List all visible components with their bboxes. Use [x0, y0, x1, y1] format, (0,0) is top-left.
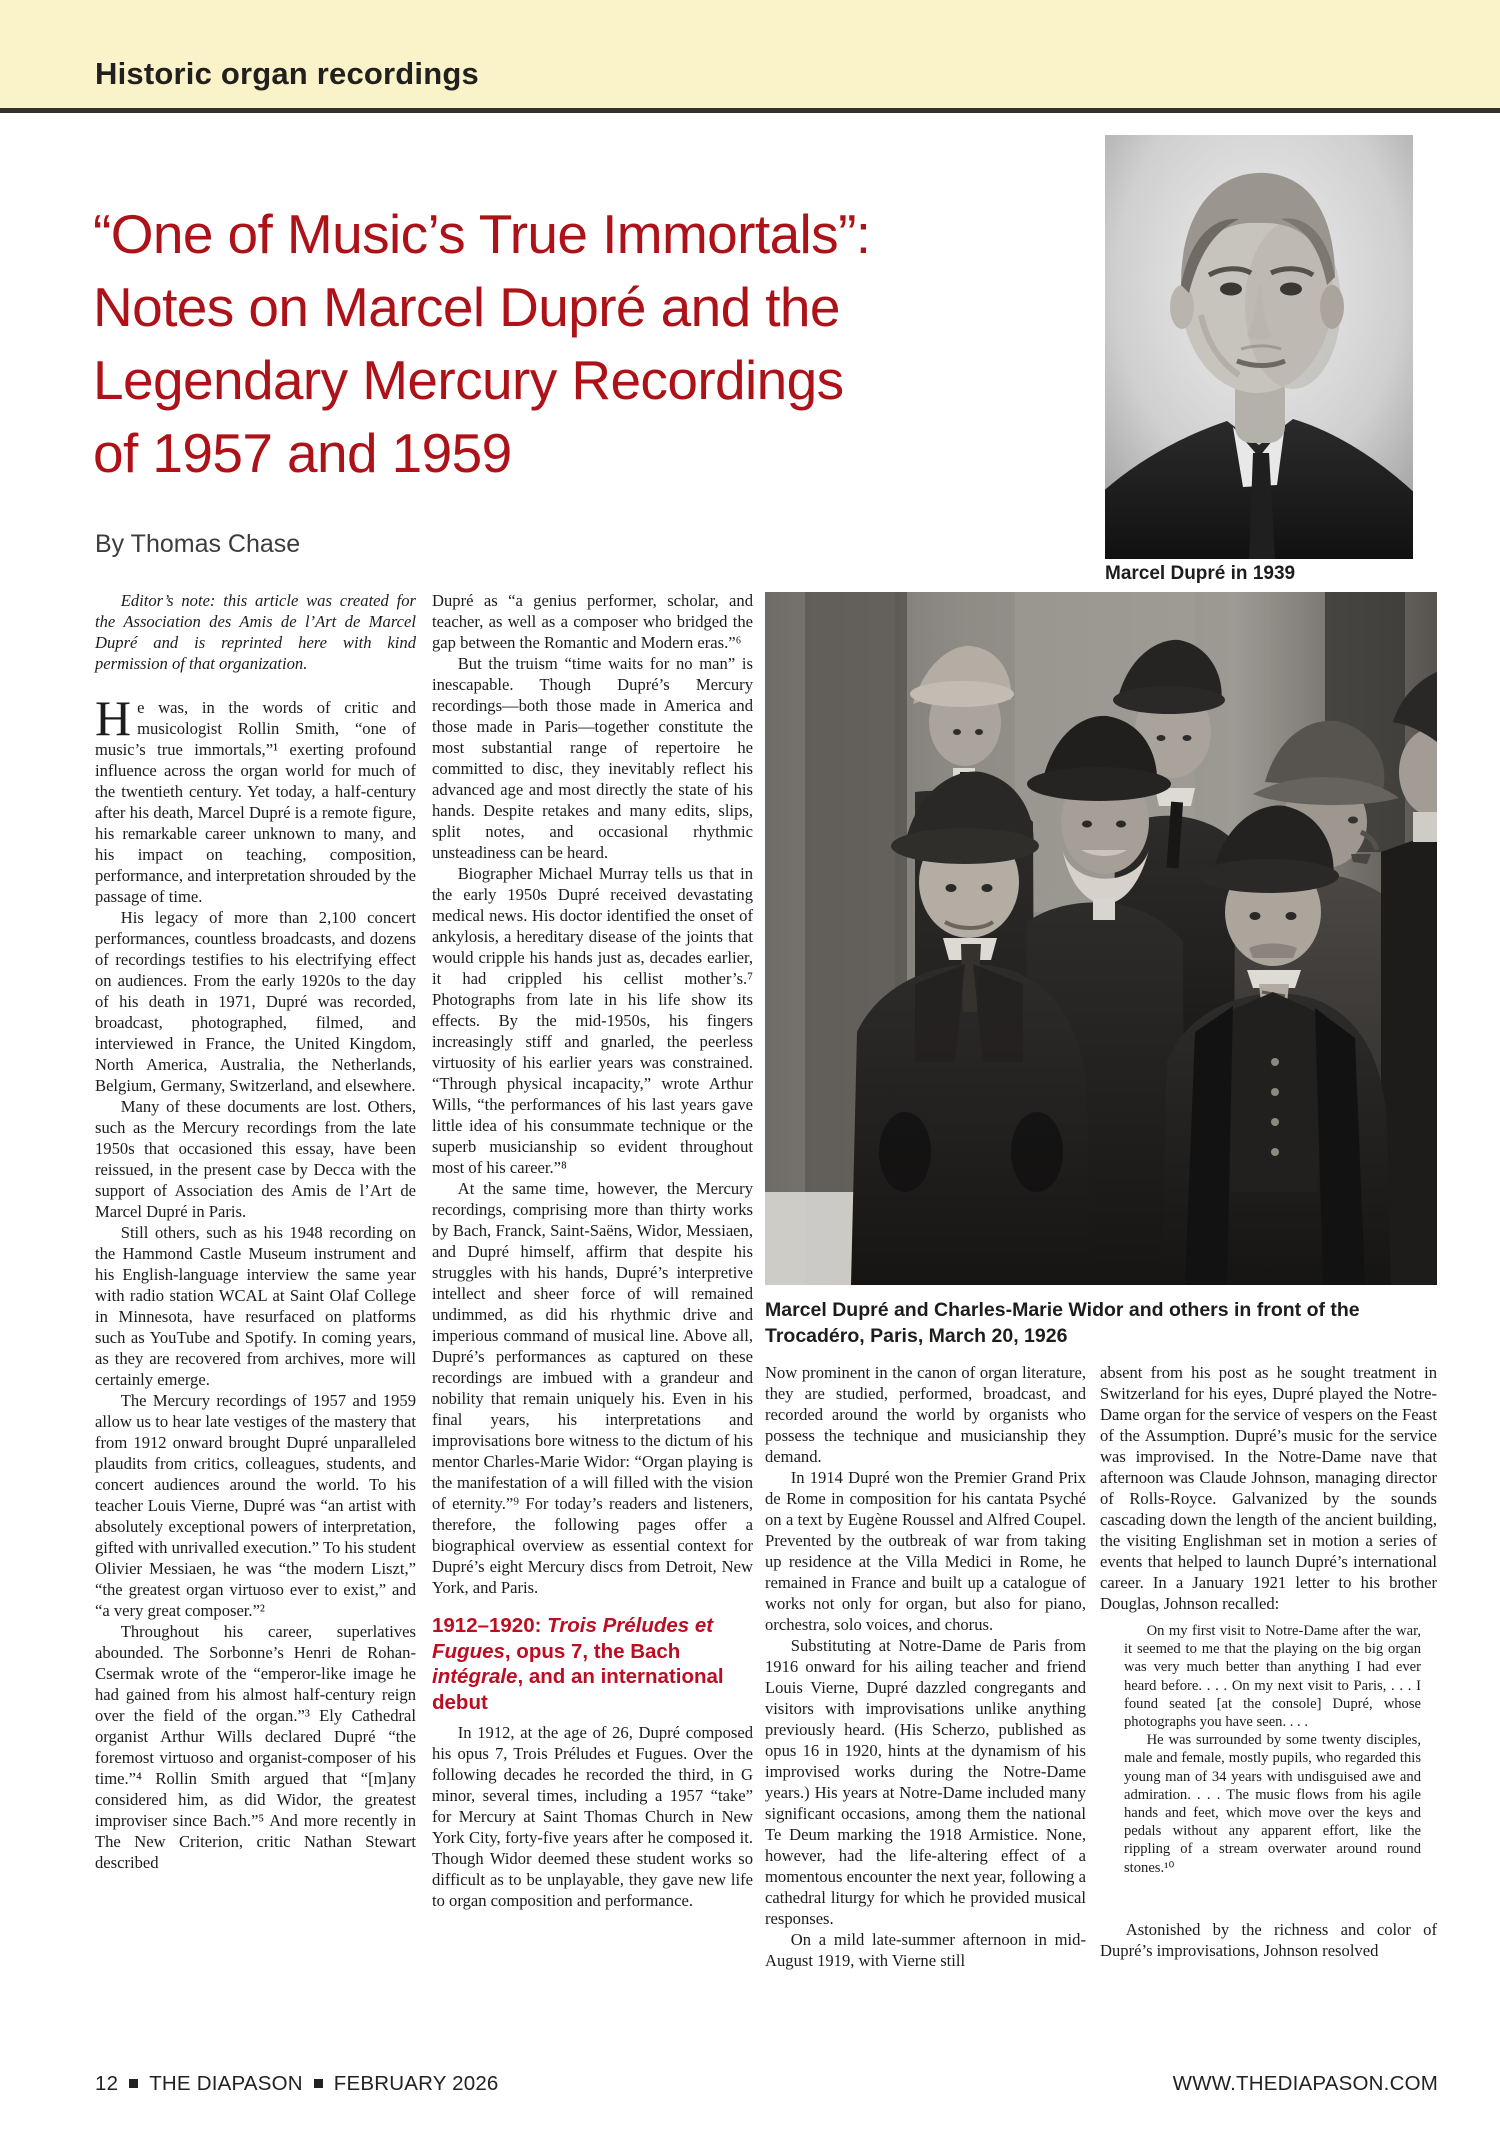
paragraph: But the truism “time waits for no man” is inescapable. Though Dupré’s Mercury recordings—both those made in America and those made in Paris—together constitute the most substantial range of repertoire he committed to disc, they inevitably reflect his advanced age and most directly the state of his hands. Despite retakes and many edits, slips, split notes, and occasional rhythmic unsteadiness can be heard. — [432, 654, 753, 862]
paragraph: Dupré as “a genius performer, scholar, and teacher, as well as a composer who bridged the gap between the Romantic and Modern eras.”⁶ — [432, 591, 753, 652]
text-column-4 — [1100, 1362, 1437, 1961]
section-subhead — [432, 1613, 753, 1715]
paragraph: In 1912, at the age of 26, Dupré composed his opus 7, Trois Préludes et Fugues. Over the following decades he recorded the third, in G minor, several times, including a 1957 “take” for Mercury at Saint Thomas Church in New York City, forty-five years after he composed it. Though Widor deemed these student works so difficult as to be unplayable, they gave new life to organ composition and performance. — [432, 1723, 753, 1910]
paragraph: His legacy of more than 2,100 concert performances, countless broadcasts, and dozens of recordings testifies to his electrifying effect on audiences. From the early 1920s to the day of his death in 1971, Dupré was recorded, broadcast, photographed, filmed, and interviewed in France, the United Kingdom, North America, Australia, the Netherlands, Belgium, Germany, Switzerland, and elsewhere. — [95, 908, 416, 1095]
section-kicker: Historic organ recordings — [95, 56, 479, 91]
portrait-photo-art — [1105, 135, 1413, 559]
paragraph: Throughout his career, superlatives abounded. The Sorbonne’s Henri de Rohan-Csermak wrote of the “emperor-like image he had gained from his almost half-century reign over the field of the organ.”³ Ely Cathedral organist Arthur Wills declared Dupré “the foremost virtuoso and organist-composer of his time.”⁴ Rollin Smith argued that “[m]any considered him, as did Widor, the greatest improviser since Bach.”⁵ And more recently in The New Criterion, critic Nathan Stewart described — [95, 1622, 416, 1872]
subhead-text: , opus 7, the Bach — [504, 1639, 681, 1663]
paragraph: Astonished by the richness and color of Dupré’s improvisations, Johnson resolved — [1100, 1919, 1437, 1960]
group-photo-caption: Marcel Dupré and Charles-Marie Widor and others in front of the Trocadéro, Paris, March 20, 1926 — [765, 1299, 1360, 1347]
text-column-3 — [765, 1362, 1086, 1971]
paragraph: On a mild late-summer afternoon in mid-August 1919, with Vierne still — [765, 1930, 1086, 1970]
group-photo — [765, 592, 1437, 1285]
paragraph — [95, 690, 416, 907]
drop-cap: H — [95, 690, 132, 746]
paragraph: absent from his post as he sought treatment in Switzerland for his eyes, Dupré played the Notre-Dame organ for the service of vespers on the Feast of the Assumption. Dupré’s music for the service was improvised. In the Notre-Dame nave that afternoon was Claude Johnson, managing director of Rolls-Royce. Galvanized by the sounds cascading down the length of the ancient building, the visiting Englishman set in motion a series of events that helped to launch Dupré’s international career. In a January 1921 letter to his brother Douglas, Johnson recalled: — [1100, 1363, 1437, 1613]
subhead-italic: intégrale — [432, 1665, 518, 1688]
footer-page-number: 12 — [95, 2072, 119, 2095]
subhead-text: , and an international debut — [432, 1665, 724, 1714]
editors-note: Editor’s note: this article was created for the Association des Amis de l’Art de Marcel Dupré and is reprinted here with kind permission of that organization. — [95, 591, 416, 673]
square-bullet-icon — [129, 2079, 138, 2088]
portrait-caption: Marcel Dupré in 1939 — [1105, 563, 1296, 584]
paragraph: Now prominent in the canon of organ literature, they are studied, performed, broadcast, and recorded around the world by organists who possess the technique and musicianship they demand. — [765, 1363, 1086, 1466]
paragraph: Many of these documents are lost. Others, such as the Mercury recordings from the late 1950s that occasioned this essay, have been reissued, in the present case by Decca with the support of Association des Amis de l’Art de Marcel Dupré in Paris. — [95, 1097, 416, 1221]
paragraph: The Mercury recordings of 1957 and 1959 allow us to hear late vestiges of the mastery that from 1912 onward brought Dupré unparalleled plaudits from critics, colleagues, students, and concert audiences around the world. To his teacher Louis Vierne, Dupré was “an artist with absolutely exceptional powers of interpretation, gifted with unrivalled execution.” To his student Olivier Messiaen, he was “the modern Liszt,” “the greatest organ virtuoso ever to exist,” and “a very great composer.”² — [95, 1391, 416, 1620]
article-title — [93, 198, 1073, 490]
paragraph: Still others, such as his 1948 recording on the Hammond Castle Museum instrument and his English-language interview the same year with radio station WCAL at Saint Olaf College in Minnesota, have resurfaced on platforms such as YouTube and Spotify. In coming years, as they are recovered from archives, more will certainly emerge. — [95, 1223, 416, 1389]
paragraph-text: e was, in the words of critic and musicologist Rollin Smith, “one of music’s true immortals,”¹ exerting profound influence across the organ world for much of the twentieth century. Yet today, a half-century after his death, Marcel Dupré is a remote figure, his remarkable career unknown to many, and his impact on teaching, composition, performance, and interpretation shrouded by the passage of time. — [95, 698, 416, 906]
footer-left — [95, 2072, 499, 2096]
text-column-2 — [432, 590, 753, 1911]
block-quote: He was surrounded by some twenty disciples, male and female, mostly pupils, who regarded this young man of 34 years with undisguised awe and admiration. . . . The music flows from his agile hands and feet, which move over the keys and pedals without any apparent effort, like the rippling of a stream overwater around round stones.¹⁰ — [1124, 1732, 1421, 1876]
title-line-3: Legendary Mercury Recordings — [93, 349, 844, 411]
block-quote: On my first visit to Notre-Dame after the war, it seemed to me that the playing on the big organ was very much better than anything I had ever heard before. . . . On my next visit to Paris, . . . I found seated [at the console] Dupré, whose photographs you have seen. . . . — [1124, 1623, 1421, 1731]
text-column-1 — [95, 590, 416, 1873]
square-bullet-icon — [314, 2079, 323, 2088]
paragraph: In 1914 Dupré won the Premier Grand Prix de Rome in composition for his cantata Psyché on a text by Eugène Roussel and Alfred Coupel. Prevented by the outbreak of war from taking up residence at the Villa Medici in Rome, he remained in France and built up a catalogue of works not only for organ, but also for piano, orchestra, solo voices, and chorus. — [765, 1468, 1086, 1634]
title-line-4: of 1957 and 1959 — [93, 422, 512, 484]
subhead-italic: Trois Préludes et Fugues — [432, 1614, 714, 1663]
paragraph: Biographer Michael Murray tells us that in the early 1950s Dupré received devastating medical news. His doctor identified the onset of ankylosis, a hereditary disease of the joints that would cripple his hands just as, decades earlier, it had crippled his cellist mother’s.⁷ Photographs from late in his life show its effects. By the mid-1950s, his fingers increasingly stiff and gnarled, the peerless virtuosity of his earlier years was constrained. “Through physical incapacity,” wrote Arthur Wills, “the performances of his last years gave little idea of his consummate technique or the superb musicianship so evident throughout most of his career.”⁸ — [432, 864, 753, 1177]
group-photo-art — [765, 592, 1437, 1285]
title-line-2: Notes on Marcel Dupré and the — [93, 276, 840, 338]
paragraph: At the same time, however, the Mercury recordings, comprising more than thirty works by Bach, Franck, Saint-Saëns, Widor, Messiaen, and Dupré himself, affirm that despite his struggles with his hands, Dupré’s interpretive intellect and sheer force of will remained undimmed, as did his rhythmic drive and imperious command of musical line. Above all, Dupré’s performances as captured on these recordings are imbued with a grandeur and nobility that remain uniquely his. Even in his final years, his interpretations and improvisations bore witness to the dictum of his mentor Charles-Marie Widor: “Organ playing is the manifestation of a will filled with the vision of eternity.”⁹ For today’s readers and listeners, therefore, the following pages offer a biographical overview as essential context for Dupré’s eight Mercury discs from Detroit, New York, and Paris. — [432, 1179, 753, 1597]
footer-issue-date: FEBRUARY 2026 — [333, 2072, 499, 2095]
kicker-band — [0, 0, 1500, 113]
subhead-text: 1912–1920: — [432, 1614, 548, 1637]
footer-website: WWW.THEDIAPASON.COM — [1172, 2072, 1438, 2095]
title-line-1: “One of Music’s True Immortals”: — [93, 203, 871, 265]
paragraph: Substituting at Notre-Dame de Paris from 1916 onward for his ailing teacher and friend Louis Vierne, Dupré dazzled congregants and visitors with improvisations unlike anything previously heard. (His Scherzo, published as opus 16 in 1920, hints at the dynamism of his improvised works during the Notre-Dame years.) His years at Notre-Dame included many significant occasions, among them the national Te Deum marking the 1918 Armistice. None, however, had the life-altering effect of a momentous encounter the next year, following a cathedral liturgy for which he provided musical responses. — [765, 1636, 1086, 1928]
footer-magazine-name: THE DIAPASON — [149, 2072, 303, 2095]
portrait-photo — [1105, 135, 1413, 559]
byline: By Thomas Chase — [95, 530, 301, 558]
